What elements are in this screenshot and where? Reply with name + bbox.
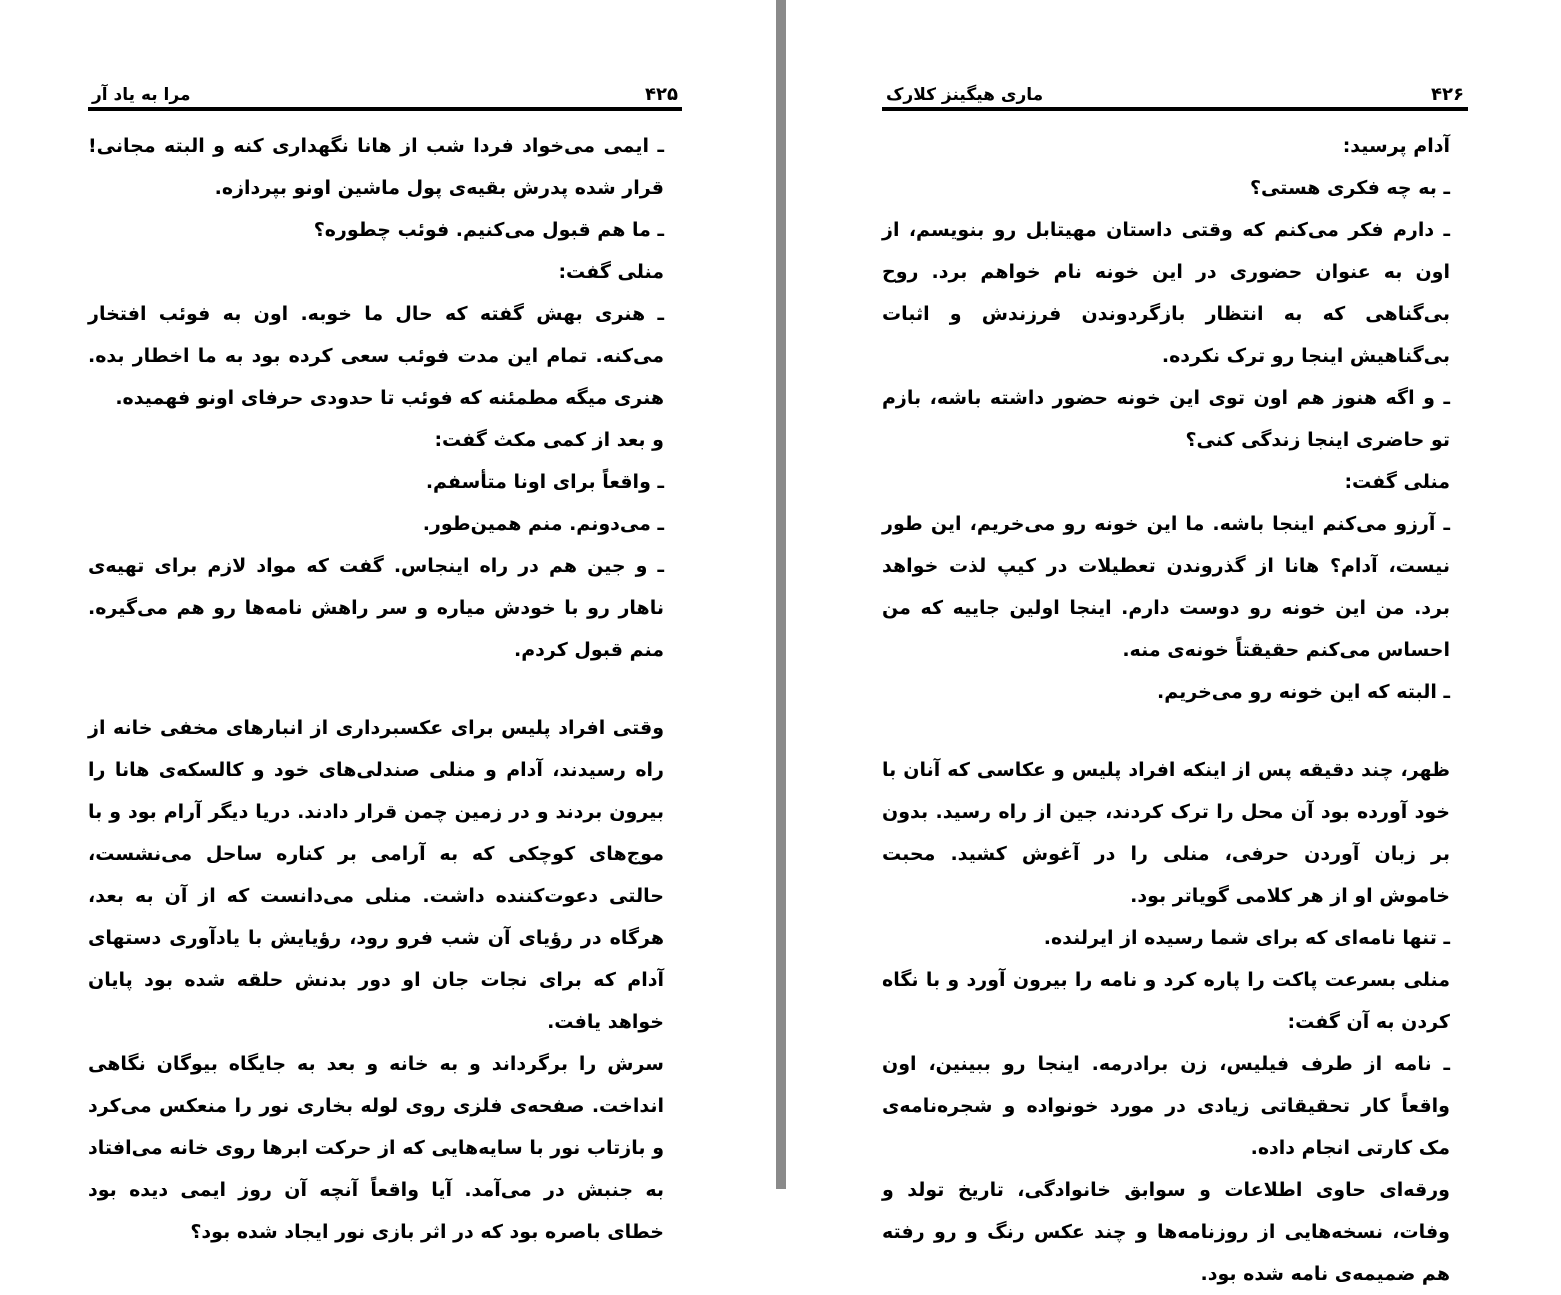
page-number: ۴۲۵ bbox=[645, 84, 678, 105]
paragraph: وقتی افراد پلیس برای عکسبرداری از انبارهای مخفی خانه از راه رسیدند، آدام و منلی صندلی‌های خود و کالسکه‌ی هانا را بیرون بردند و در زمین چمن قرار دادند. دریا دیگر آرام بود و با موج‌های کوچکی که به آرامی بر کناره ساحل می‌نشست، حالتی دعوت‌کننده داشت. منلی می‌دانست که از آن به بعد، هرگاه در رؤیای آن شب فرو رود، رؤیایش با یادآوری دستهای آدام که برای نجات جان او دور بدنش حلقه شده بود پایان خواهد یافت. bbox=[88, 717, 664, 1033]
paragraph: منلی بسرعت پاکت را پاره کرد و نامه را بیرون آورد و با نگاه کردن به آن گفت: bbox=[882, 969, 1450, 1033]
paragraph: ـ تنها نامه‌ای که برای شما رسیده از ایرلنده. bbox=[1043, 927, 1450, 949]
paragraph: ـ ایمی می‌خواد فردا شب از هانا نگهداری کنه و البته مجانی! قرار شده پدرش بقیه‌ی پول ماشین اونو بپردازه. bbox=[88, 135, 664, 199]
paragraph: منلی گفت: bbox=[1344, 471, 1450, 493]
paragraph: آدام پرسید: bbox=[1342, 135, 1450, 157]
page-number: ۴۲۶ bbox=[1431, 84, 1464, 105]
paragraph: ـ به چه فکری هستی؟ bbox=[1249, 177, 1450, 199]
paragraph: ـ هنری بهش گفته که حال ما خوبه. اون به فوئب افتخار می‌کنه. تمام این مدت فوئب سعی کرده بود به ما اخطار بده. هنری میگه مطمئنه که فوئب تا حدودی حرفای اونو فهمیده. bbox=[88, 303, 664, 409]
paragraph: ورقه‌ای حاوی اطلاعات و سوابق خانوادگی، تاریخ تولد و وفات، نسخه‌هایی از روزنامه‌ها و چند عکس رنگ و رو رفته هم ضمیمه‌ی نامه شده بود. bbox=[882, 1179, 1450, 1285]
page-header bbox=[882, 84, 1468, 110]
paragraph: ـ دارم فکر می‌کنم که وقتی داستان مهیتابل رو بنویسم، از اون به عنوان حضوری در این خونه نام خواهم برد. روح بی‌گناهی که به انتظار بازگردوندن فرزندش و اثبات بی‌گناهیش اینجا رو ترک نکرده. bbox=[882, 219, 1450, 367]
section-break bbox=[882, 713, 1468, 749]
paragraph: ـ ما هم قبول می‌کنیم. فوئب چطوره؟ bbox=[313, 219, 664, 241]
paragraph: سرش را برگرداند و به خانه و بعد به جایگاه بیوگان نگاهی انداخت. صفحه‌ی فلزی روی لوله بخاری نور را منعکس می‌کرد و بازتاب نور با سایه‌هایی که از حرکت ابرها روی خانه می‌افتاد به جنبش در می‌آمد. آیا واقعاً آنچه آن روز ایمی دیده بود خطای باصره بود که در اثر بازی نور ایجاد شده بود؟ bbox=[88, 1053, 664, 1243]
page-body bbox=[88, 125, 682, 1253]
book-spine bbox=[776, 0, 786, 1189]
paragraph: ـ می‌دونم. منم همین‌طور. bbox=[422, 513, 664, 535]
page-body bbox=[882, 125, 1468, 1295]
header-rule bbox=[882, 107, 1468, 111]
section-break bbox=[88, 671, 682, 707]
paragraph: و بعد از کمی مکث گفت: bbox=[434, 429, 664, 451]
paragraph: ـ نامه از طرف فیلیس، زن برادرمه. اینجا رو ببینین، اون واقعاً کار تحقیقاتی زیادی در مورد خونواده و شجره‌نامه‌ی مک کارتی انجام داده. bbox=[882, 1053, 1450, 1159]
running-title: مرا به یاد آر bbox=[92, 85, 191, 105]
paragraph: منلی گفت: bbox=[558, 261, 664, 283]
right-page bbox=[882, 0, 1468, 1285]
paragraph: ـ البته که این خونه رو می‌خریم. bbox=[1157, 681, 1450, 703]
paragraph: ـ و اگه هنوز هم اون توی این خونه حضور داشته باشه، بازم تو حاضری اینجا زندگی کنی؟ bbox=[882, 387, 1450, 451]
paragraph: ـ و جین هم در راه اینجاس. گفت که مواد لازم برای تهیه‌ی ناهار رو با خودش میاره و سر راهش نامه‌ها رو هم می‌گیره. منم قبول کردم. bbox=[88, 555, 664, 661]
running-title: ماری هیگینز کلارک bbox=[886, 85, 1044, 105]
paragraph: ظهر، چند دقیقه پس از اینکه افراد پلیس و عکاسی که آنان با خود آورده بود آن محل را ترک کردند، جین از راه رسید. بدون بر زبان آوردن حرفی، منلی را در آغوش کشید. محبت خاموش او از هر کلامی گویاتر بود. bbox=[882, 759, 1450, 907]
page-header bbox=[88, 84, 682, 110]
paragraph: ـ واقعاً برای اونا متأسفم. bbox=[425, 471, 664, 493]
paragraph: ـ آرزو می‌کنم اینجا باشه. ما این خونه رو می‌خریم، این طور نیست، آدام؟ هانا از گذروندن تعطیلات در کیپ لذت خواهد برد. من این خونه رو دوست دارم. اینجا اولین جاییه که من احساس می‌کنم حقیقتاً خونه‌ی منه. bbox=[882, 513, 1450, 661]
header-rule bbox=[88, 107, 682, 111]
left-page bbox=[88, 0, 682, 1243]
